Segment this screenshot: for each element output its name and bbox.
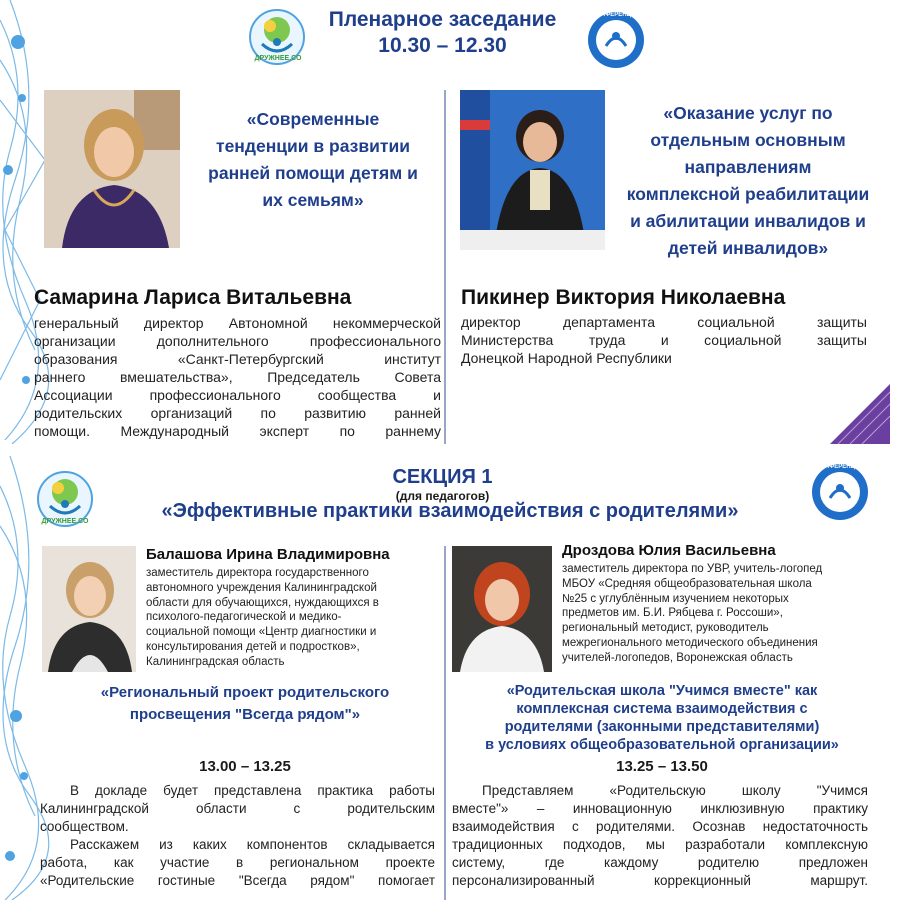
bio-line: образования «Санкт-Петербургский институт [34,351,441,367]
bio-line: консультирования детей и подростков», [146,640,360,653]
bio-line: заместитель директора по УВР, учитель-логопед [562,563,823,575]
speaker-bio-drozdova [562,562,882,666]
corner-decoration [830,384,890,444]
talk-line: тенденции в развитии [216,136,410,156]
bio-line: области для обучающихся, нуждающихся в [146,596,379,609]
column-divider [444,90,446,444]
bio-line: учителей-логопедов, Воронежская область [562,651,793,664]
speaker-bio-samarina [34,314,441,440]
talk-abstract-balashova [40,782,435,890]
talk-line: в условиях общеобразовательной организации» [485,737,839,753]
bio-line: организации дополнительного профессионального [34,333,441,349]
speaker-name-pikiner: Пикинер Виктория Николаевна [461,286,786,309]
bio-line: автономного учреждения Калининградской [146,581,377,594]
talk-title-drozdova [452,682,872,754]
talk-title-samarina [188,106,438,214]
logo-caption: ДРУЖНЕЕ.СО [41,518,89,525]
section-theme: «Эффективные практики взаимодействия с родителями» [161,500,739,522]
talk-line: «Родительская школа "Учимся вместе" как [506,683,818,699]
bio-line: помощи. Международный эксперт по раннему [34,423,441,439]
abstract-line: сообществом. [40,819,129,834]
abstract-line: Калининградской области с родительским [40,801,435,816]
talk-line: «Региональный проект родительского [100,684,390,701]
speaker-name-balashova: Балашова Ирина Владимировна [146,546,390,563]
abstract-line: традиционных подходов, мы разработали комплексную [452,837,868,852]
talk-line: ранней помощи детям и [208,163,418,183]
bio-line: МБОУ «Средняя общеобразовательная школа [562,577,812,590]
conference-logo-icon [810,462,870,522]
speaker-photo-pikiner [460,90,605,250]
talk-line: комплексная система взаимодействия с [516,701,808,717]
logo-caption-right: КОНФЕРЕНЦИЯ [592,12,640,18]
bio-line: заместитель директора государственного [146,567,369,579]
abstract-line: Расскажем из каких компонентов складывается [70,837,435,852]
conference-logo-icon [586,10,646,70]
speaker-bio-pikiner [461,313,867,367]
abstract-line: Представляем «Родительскую школу "Учимся [482,783,868,798]
bio-line: межрегионального методического объединения [562,636,818,649]
speaker-name-drozdova: Дроздова Юлия Васильевна [562,542,776,559]
speaker-photo-balashova [42,546,136,672]
speaker-photo-drozdova [452,546,552,672]
abstract-line: персонализированный коррекционный маршрут. [452,873,868,888]
speaker-bio-balashova [146,566,436,670]
column-divider [444,546,446,900]
talk-line: просвещения "Всегда рядом"» [129,706,361,723]
plenary-title: Пленарное заседание [328,8,557,31]
abstract-line: систему, где каждому родителю предложен [452,855,868,870]
bio-line: социальной помощи «Центр диагностики и [146,626,377,639]
talk-line: и абилитации инвалидов и [630,211,866,231]
bio-line: №25 с углублённым изучением некоторых [562,592,789,605]
talk-title-pikiner [608,100,888,262]
plenary-time: 10.30 – 12.30 [378,34,507,57]
talk-time-drozdova: 13.25 – 13.50 [616,758,708,775]
logo-caption: ДРУЖНЕЕ.СО [254,55,302,62]
bio-line: Министерства труда и социальной защиты [461,332,867,348]
panel-gap [0,444,900,456]
talk-line: родителями (законными представителями) [504,719,820,735]
talk-line: «Современные [246,109,380,129]
abstract-line: взаимодействия с родителями. Осознав недостаточность [452,819,868,834]
talk-line: их семьям» [262,190,364,210]
talk-line: детей инвалидов» [667,238,829,258]
bio-line: региональный методист, руководитель [562,622,769,635]
abstract-line: вместе"» – инновационную инклюзивную практику [452,801,868,816]
plenary-panel [0,0,900,444]
abstract-line: В докладе будет представлена практика работы [70,783,435,798]
section-title: СЕКЦИЯ 1 [392,466,493,488]
talk-line: отдельным основным [650,130,846,150]
bio-line: Калининградская область [146,655,285,668]
bio-line: директор департамента социальной защиты [461,314,867,330]
bio-line: родительских организаций по развитию ранней [34,405,441,421]
talk-title-balashova [60,682,430,726]
abstract-line: «Родительские гостиные "Всегда рядом" помогает [40,873,435,888]
section-subtitle: (для педагогов) [395,489,490,503]
bio-line: предметов им. Б.И. Рябцева г. Россоши», [562,607,783,620]
bio-line: генеральный директор Автономной некоммерческой [34,315,441,331]
talk-line: «Оказание услуг по [663,103,833,123]
talk-time-balashova: 13.00 – 13.25 [199,758,291,775]
bio-line: раннего вмешательства», Председатель Совета [34,369,441,385]
talk-line: направлениям [684,157,812,177]
bio-line: Ассоциации профессионального сообщества и [34,387,441,403]
abstract-line: работа, как участие в региональном проекте [40,855,435,870]
speaker-photo-samarina [44,90,180,248]
section1-panel [0,456,900,900]
bio-line: психолого-педагогической и медико- [146,611,342,624]
talk-abstract-drozdova [452,782,868,890]
talk-line: комплексной реабилитации [626,184,870,204]
logo-caption-right: КОНФЕРЕНЦИЯ [816,464,864,470]
bio-line: Донецкой Народной Республики [461,350,672,366]
speaker-name-samarina: Самарина Лариса Витальевна [34,286,352,309]
